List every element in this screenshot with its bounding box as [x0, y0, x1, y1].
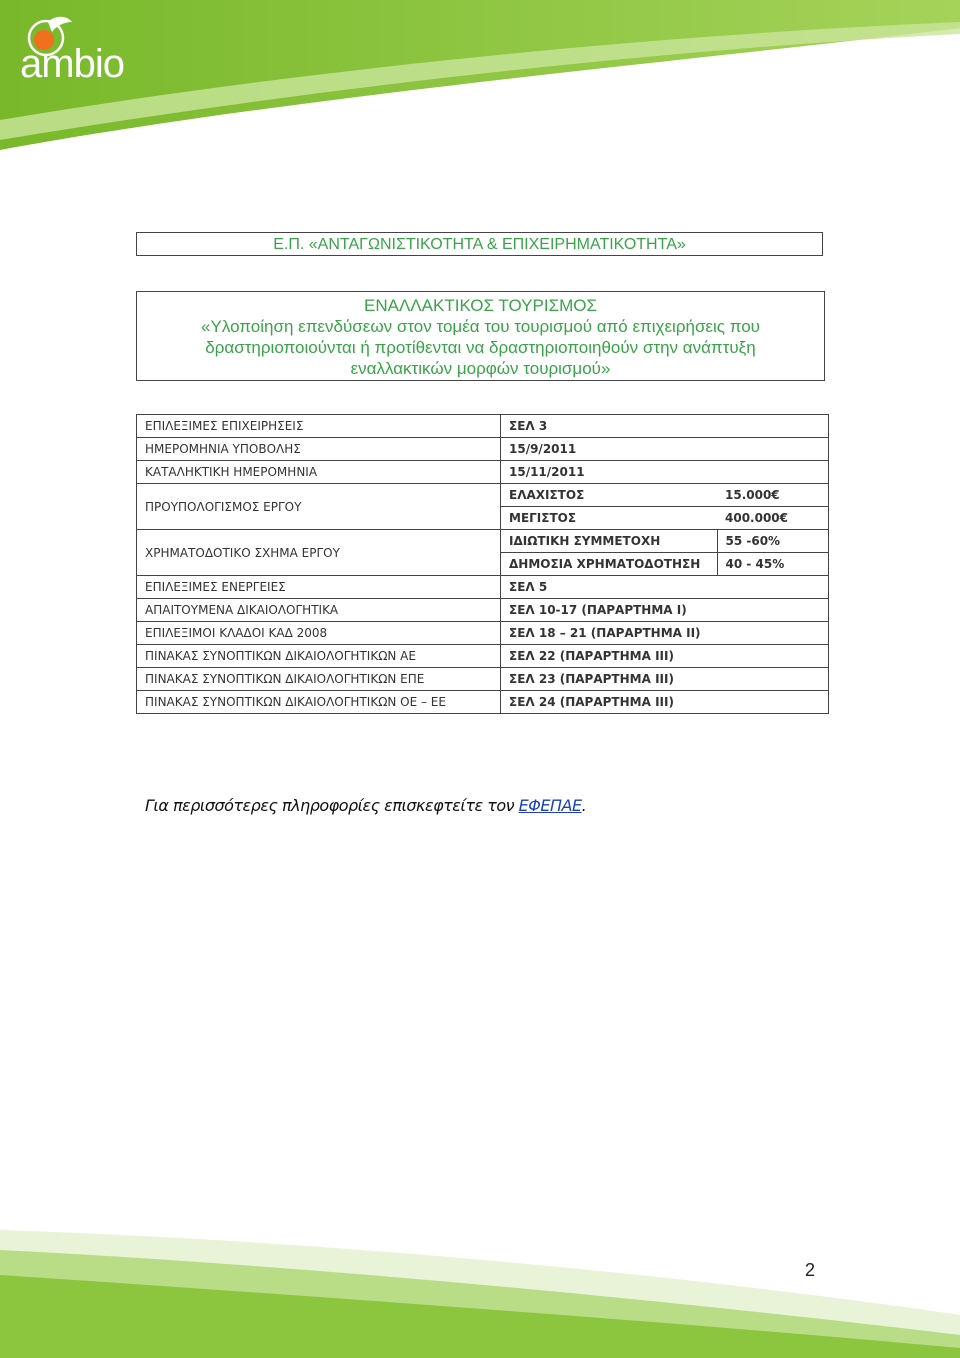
budget-min-value: 15.000€	[717, 484, 829, 507]
program-title: Ε.Π. «ΑΝΤΑΓΩΝΙΣΤΙΚΟΤΗΤΑ & ΕΠΙΧΕΙΡΗΜΑΤΙΚΟΤΗΤΑ»	[136, 232, 823, 256]
row-label: ΚΑΤΑΛΗΚΤΙΚΗ ΗΜΕΡΟΜΗΝΙΑ	[137, 461, 501, 484]
funding-private-label: ΙΔΙΩΤΙΚΗ ΣΥΜΜΕΤΟΧΗ	[501, 530, 718, 553]
row-value: ΣΕΛ 24 (ΠΑΡΑΡΤΗΜΑ ΙΙΙ)	[501, 691, 829, 714]
row-value: ΣΕΛ 5	[501, 576, 829, 599]
row-label: ΗΜΕΡΟΜΗΝΙΑ ΥΠΟΒΟΛΗΣ	[137, 438, 501, 461]
row-value: ΣΕΛ 22 (ΠΑΡΑΡΤΗΜΑ ΙΙΙ)	[501, 645, 829, 668]
table-row	[137, 622, 829, 645]
table-row	[137, 415, 829, 438]
table-row	[137, 645, 829, 668]
more-info-text	[145, 796, 586, 815]
table-row	[137, 438, 829, 461]
row-value: ΣΕΛ 3	[501, 415, 829, 438]
logo-text: ambio	[20, 42, 124, 86]
budget-max-label: ΜΕΓΙΣΤΟΣ	[501, 507, 718, 530]
more-info-prefix: Για περισσότερες πληροφορίες επισκεφτείτε τον	[145, 796, 519, 815]
table-row	[137, 691, 829, 714]
row-label: ΕΠΙΛΕΞΙΜΟΙ ΚΛΑΔΟΙ ΚΑΔ 2008	[137, 622, 501, 645]
row-label: ΕΠΙΛΕΞΙΜΕΣ ΕΠΙΧΕΙΡΗΣΕΙΣ	[137, 415, 501, 438]
measure-box	[136, 291, 825, 381]
measure-line-2: δραστηριοποιούνται ή προτίθενται να δραστηριοποιηθούν στην ανάπτυξη	[205, 338, 756, 357]
row-label: ΠΙΝΑΚΑΣ ΣΥΝΟΠΤΙΚΩΝ ΔΙΚΑΙΟΛΟΓΗΤΙΚΩΝ ΟΕ – ΕΕ	[137, 691, 501, 714]
measure-line-3: εναλλακτικών μορφών τουρισμού»	[350, 359, 611, 378]
row-value: 15/9/2011	[501, 438, 829, 461]
budget-max-value: 400.000€	[717, 507, 829, 530]
table-row	[137, 461, 829, 484]
row-label: ΠΙΝΑΚΑΣ ΣΥΝΟΠΤΙΚΩΝ ΔΙΚΑΙΟΛΟΓΗΤΙΚΩΝ ΕΠΕ	[137, 668, 501, 691]
table-row	[137, 576, 829, 599]
row-label: ΠΡΟΥΠΟΛΟΓΙΣΜΟΣ ΕΡΓΟΥ	[137, 484, 501, 530]
row-value: ΣΕΛ 18 – 21 (ΠΑΡΑΡΤΗΜΑ ΙΙ)	[501, 622, 829, 645]
row-label: ΑΠΑΙΤΟΥΜΕΝΑ ΔΙΚΑΙΟΛΟΓΗΤΙΚΑ	[137, 599, 501, 622]
table-row	[137, 668, 829, 691]
measure-line-1: «Υλοποίηση επενδύσεων στον τομέα του τουρισμού από επιχειρήσεις που	[201, 317, 760, 336]
row-value: 15/11/2011	[501, 461, 829, 484]
row-label: ΠΙΝΑΚΑΣ ΣΥΝΟΠΤΙΚΩΝ ΔΙΚΑΙΟΛΟΓΗΤΙΚΩΝ ΑΕ	[137, 645, 501, 668]
efepae-link[interactable]: ΕΦΕΠΑΕ	[518, 796, 582, 815]
funding-public-value: 40 - 45%	[717, 553, 829, 576]
more-info-suffix: .	[581, 796, 587, 815]
table-row	[137, 484, 829, 507]
row-label: ΧΡΗΜΑΤΟΔΟΤΙΚΟ ΣΧΗΜΑ ΕΡΓΟΥ	[137, 530, 501, 576]
header-banner	[0, 0, 960, 150]
measure-heading: ΕΝΑΛΛΑΚΤΙΚΟΣ ΤΟΥΡΙΣΜΟΣ	[364, 296, 597, 315]
budget-min-label: ΕΛΑΧΙΣΤΟΣ	[501, 484, 718, 507]
table-row	[137, 599, 829, 622]
info-table	[136, 414, 829, 714]
footer-banner	[0, 1220, 960, 1358]
page-number: 2	[805, 1260, 816, 1280]
table-row	[137, 530, 829, 553]
row-value: ΣΕΛ 10-17 (ΠΑΡΑΡΤΗΜΑ Ι)	[501, 599, 829, 622]
row-value: ΣΕΛ 23 (ΠΑΡΑΡΤΗΜΑ ΙΙΙ)	[501, 668, 829, 691]
funding-private-value: 55 -60%	[717, 530, 829, 553]
funding-public-label: ΔΗΜΟΣΙΑ ΧΡΗΜΑΤΟΔΟΤΗΣΗ	[501, 553, 718, 576]
row-label: ΕΠΙΛΕΞΙΜΕΣ ΕΝΕΡΓΕΙΕΣ	[137, 576, 501, 599]
